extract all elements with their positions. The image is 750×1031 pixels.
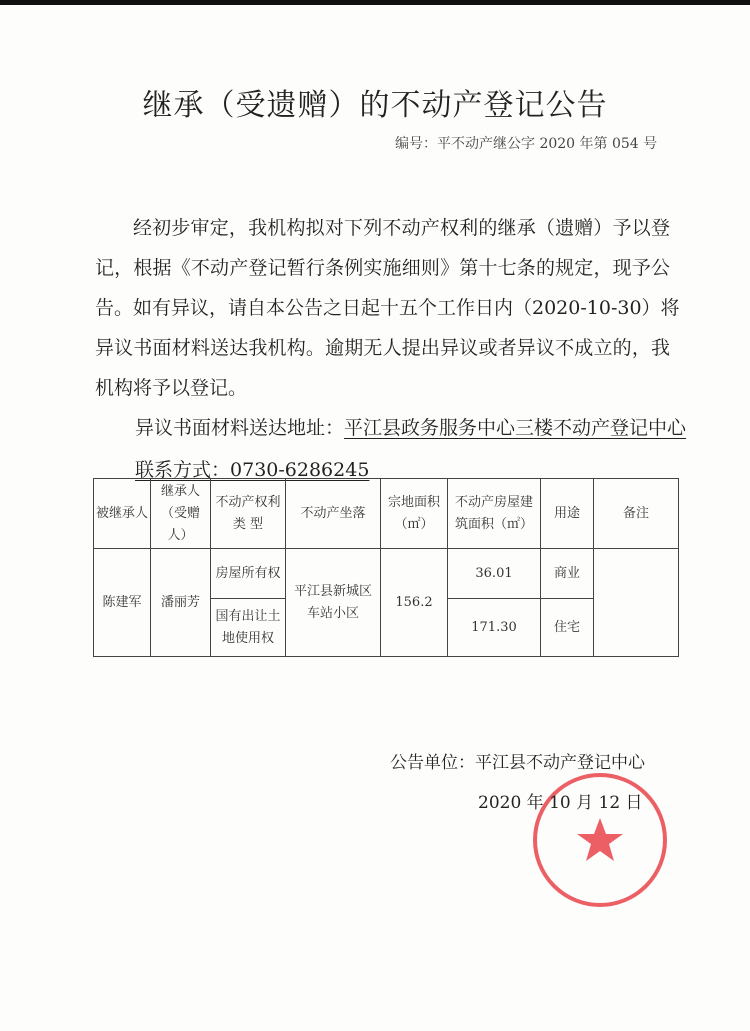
property-table [93, 478, 679, 657]
header-cell: 宗地面积（㎡） [381, 479, 448, 549]
page-title: 继承（受遗赠）的不动产登记公告 [142, 88, 608, 123]
table-row [94, 549, 679, 599]
use-cell: 住宅 [541, 599, 594, 657]
location-cell: 平江县新城区车站小区 [286, 549, 381, 657]
land-area-cell: 156.2 [381, 549, 448, 657]
contact-phone: 0730-6286245 [230, 459, 370, 481]
scan-edge [0, 0, 750, 5]
body-line: 记，根据《不动产登记暂行条例实施细则》第十七条的规定，现予公 [95, 257, 670, 279]
header-cell: 不动产坐落 [286, 479, 381, 549]
document-number: 编号：平不动产继公字 2020 年第 054 号 [395, 136, 658, 152]
building-area-cell: 36.01 [448, 549, 541, 599]
heir-cell: 潘丽芳 [151, 549, 211, 657]
header-cell: 不动产权利类 型 [211, 479, 286, 549]
issuing-unit: 公告单位：平江县不动产登记中心 [390, 753, 645, 773]
header-cell: 不动产房屋建筑面积（㎡） [448, 479, 541, 549]
body-line: 告。如有异议，请自本公告之日起十五个工作日内（2020-10-30）将 [95, 297, 680, 319]
header-cell: 被继承人 [94, 479, 151, 549]
objection-address [135, 413, 686, 440]
header-cell: 继承人（受赠人） [151, 479, 211, 549]
address-label: 异议书面材料送达地址： [135, 417, 345, 439]
body-line: 异议书面材料送达我机构。逾期无人提出异议或者异议不成立的，我 [95, 337, 670, 359]
decedent-cell: 陈建军 [94, 549, 151, 657]
header-cell: 用途 [541, 479, 594, 549]
contact-label: 联系方式： [135, 459, 231, 481]
building-area-cell: 171.30 [448, 599, 541, 657]
issue-date: 2020 年 10 月 12 日 [478, 793, 643, 813]
body-line: 机构将予以登记。 [95, 377, 248, 399]
remarks-cell [594, 549, 679, 657]
right-type-cell: 房屋所有权 [211, 549, 286, 599]
body-line: 经初步审定，我机构拟对下列不动产权利的继承（遗赠）予以登 [133, 217, 670, 239]
right-type-cell: 国有出让土地使用权 [211, 599, 286, 657]
address-value: 平江县政务服务中心三楼不动产登记中心 [344, 417, 687, 439]
header-cell: 备注 [594, 479, 679, 549]
table-header-row [94, 479, 679, 549]
use-cell: 商业 [541, 549, 594, 599]
